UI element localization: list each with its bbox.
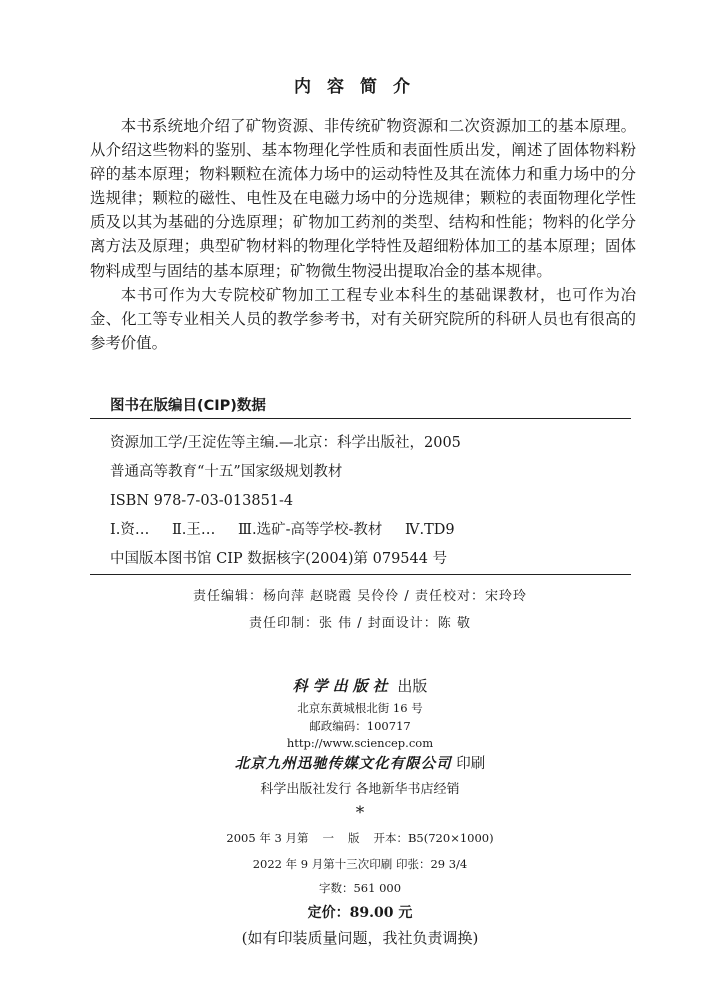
publisher-line [0,675,720,696]
cip-title: 图书在版编目(CIP)数据 [110,398,266,414]
intro-paragraph: 本书系统地介绍了矿物资源、非传统矿物资源和二次资源加工的基本原理。从介绍这些物料的鉴别、基本物理化学性质和表面性质出发，阐述了固体物料粉碎的基本原理；物料颗粒在流体力场中的运动特性及其在流体力和重力场中的分选规律；颗粒的磁性、电性及在电磁力场中的分选规律；颗粒的表面物理化学性质及以其为基础的分选原理；矿物加工药剂的类型、结构和性能；物料的化学分离方法及原理；典型矿物材料的物理化学特性及超细粉体加工的基本原理；固体物料成型与固结的基本原理；矿物微生物浸出提取冶金的基本规律。 [90,117,636,280]
publisher-address: 北京东黄城根北街 16 号 [297,701,423,715]
divider [90,418,631,419]
printer-line [0,752,720,773]
edition-line [0,830,720,846]
separator-star: * [355,803,365,823]
cip-title-line: 资源加工学/王淀佐等主编.—北京：科学出版社，2005 [110,435,461,451]
quality-note: (如有印装质量问题，我社负责调换) [241,929,479,947]
cip-classification [110,516,630,545]
classification-item: Ⅰ.资… [110,522,150,538]
cip-series-line: 普通高等教育“十五”国家级规划教材 [110,464,343,480]
cip-isbn: ISBN 978-7-03-013851-4 [110,493,294,509]
distribution-line: 科学出版社发行 各地新华书店经销 [260,782,460,797]
postal-code: 邮政编码：100717 [309,719,411,733]
publisher-url: http://www.sciencep.com [286,736,434,750]
word-count: 字数：561 000 [318,881,402,895]
classification-item: Ⅲ.选矿-高等学校-教材 [238,522,383,538]
price: 定价：89.00 元 [307,905,413,921]
cip-record-number: 中国版本图书馆 CIP 数据核字(2004)第 079544 号 [110,551,448,567]
publisher-name: 科学出版社 [292,677,393,695]
editor-credits: 责任编辑：杨向萍 赵晓霞 吴伶伶 / 责任校对：宋玲玲 [193,589,527,604]
edition-unit: 版 [347,831,360,845]
intro-section [90,114,636,355]
divider [90,574,631,575]
cip-data-block [110,429,630,574]
classification-item: Ⅱ.王… [171,522,216,538]
printer-name: 北京九州迅驰传媒文化有限公司 [234,755,452,772]
classification-item: Ⅳ.TD9 [405,522,455,538]
intro-paragraph: 本书可作为大专院校矿物加工工程专业本科生的基础课教材，也可作为冶金、化工等专业相关人员的教学参考书，对有关研究院所的科研人员也有很高的参考价值。 [90,285,636,352]
edition-number: 一 [322,831,334,845]
page-heading: 内容简介 [294,77,426,97]
format-size: 开本：B5(720×1000) [373,831,494,845]
printing-line: 2022 年 9 月第十三次印刷 印张：29 3/4 [252,857,468,871]
printer-suffix: 印刷 [456,756,486,772]
production-credits: 责任印制：张 伟 / 封面设计：陈 敬 [249,616,471,631]
edition-date: 2005 年 3 月第 [226,831,309,845]
publisher-suffix: 出版 [397,677,428,695]
